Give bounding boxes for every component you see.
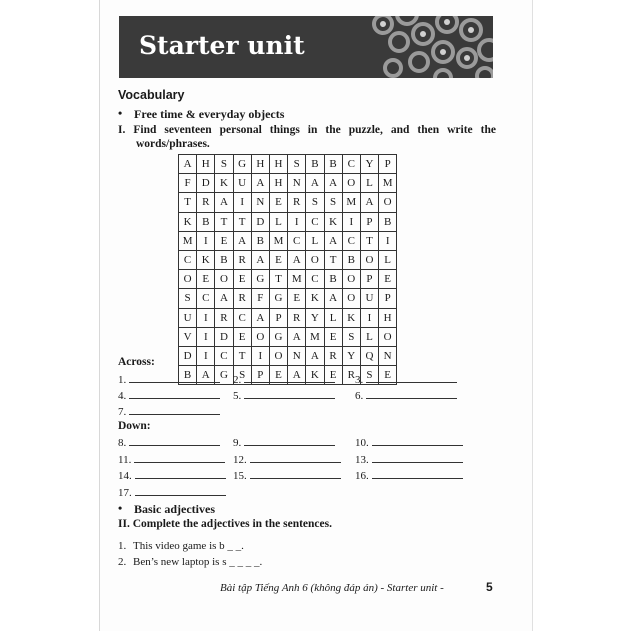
page-footer: Bài tập Tiếng Anh 6 (không đáp án) - Starter unit - <box>220 582 444 594</box>
puzzle-cell: A <box>233 231 251 250</box>
puzzle-cell: R <box>288 193 306 212</box>
puzzle-cell: B <box>306 155 324 174</box>
puzzle-cell: P <box>269 308 287 327</box>
puzzle-cell: K <box>215 174 233 193</box>
answer-blank[interactable] <box>233 452 341 466</box>
answer-blank[interactable] <box>233 435 335 449</box>
puzzle-cell: T <box>215 212 233 231</box>
puzzle-cell: R <box>233 289 251 308</box>
answer-number: 8. <box>118 437 127 449</box>
answer-line[interactable] <box>129 435 220 446</box>
puzzle-cell: E <box>269 250 287 269</box>
puzzle-cell: L <box>324 308 342 327</box>
puzzle-cell: I <box>360 308 378 327</box>
puzzle-cell: Y <box>342 346 360 365</box>
puzzle-cell: H <box>251 155 269 174</box>
puzzle-cell: S <box>324 193 342 212</box>
puzzle-cell: M <box>342 193 360 212</box>
puzzle-cell: L <box>360 327 378 346</box>
puzzle-cell: C <box>233 308 251 327</box>
puzzle-cell: G <box>215 366 233 385</box>
puzzle-row <box>179 250 397 269</box>
puzzle-cell: U <box>233 174 251 193</box>
puzzle-cell: C <box>306 212 324 231</box>
decorative-pattern-icon <box>363 16 493 78</box>
puzzle-cell: K <box>179 212 197 231</box>
puzzle-cell: G <box>269 327 287 346</box>
puzzle-cell: O <box>215 270 233 289</box>
answer-blank[interactable] <box>233 388 335 402</box>
puzzle-cell: Y <box>360 155 378 174</box>
puzzle-cell: H <box>269 155 287 174</box>
puzzle-cell: A <box>306 346 324 365</box>
answer-number: 6. <box>355 390 364 402</box>
page-number: 5 <box>486 580 493 594</box>
puzzle-cell: T <box>233 346 251 365</box>
puzzle-cell: S <box>179 289 197 308</box>
exercise-instruction: II. Complete the adjectives in the sentences. <box>118 518 332 530</box>
answer-line[interactable] <box>244 435 335 446</box>
answer-blank[interactable] <box>355 388 457 402</box>
puzzle-cell: C <box>306 270 324 289</box>
exercise-instruction-line1: I. Find seventeen personal things in the puzzle, and then write the <box>118 124 496 136</box>
puzzle-cell: A <box>324 289 342 308</box>
bullet-icon: • <box>118 501 123 515</box>
answer-number: 7. <box>118 406 127 418</box>
answer-line[interactable] <box>129 404 220 415</box>
puzzle-cell: T <box>233 212 251 231</box>
puzzle-cell: E <box>215 231 233 250</box>
puzzle-cell: B <box>324 270 342 289</box>
puzzle-cell: P <box>379 155 397 174</box>
puzzle-cell: O <box>251 327 269 346</box>
sentence-text: Ben’s new laptop is s _ _ _ _. <box>133 556 263 568</box>
answer-number: 2. <box>233 374 242 386</box>
puzzle-cell: F <box>251 289 269 308</box>
puzzle-cell: E <box>288 289 306 308</box>
answer-number: 15. <box>233 470 247 482</box>
exercise-instruction-line2: words/phrases. <box>136 138 210 150</box>
puzzle-cell: H <box>379 308 397 327</box>
puzzle-cell: C <box>342 231 360 250</box>
sentence <box>118 540 244 552</box>
puzzle-cell: K <box>342 308 360 327</box>
answer-number: 16. <box>355 470 369 482</box>
puzzle-cell: L <box>360 174 378 193</box>
answer-blank[interactable] <box>118 404 220 418</box>
puzzle-cell: H <box>197 155 215 174</box>
answer-number: 12. <box>233 453 247 466</box>
puzzle-cell: O <box>179 270 197 289</box>
puzzle-cell: D <box>179 346 197 365</box>
puzzle-cell: I <box>288 212 306 231</box>
answer-number: 13. <box>355 453 369 466</box>
answer-number: 3. <box>355 374 364 386</box>
puzzle-cell: A <box>324 231 342 250</box>
puzzle-cell: A <box>288 250 306 269</box>
sentence-number: 2. <box>118 556 127 568</box>
puzzle-cell: U <box>179 308 197 327</box>
puzzle-row <box>179 327 397 346</box>
puzzle-cell: C <box>288 231 306 250</box>
section-heading: Vocabulary <box>118 88 185 102</box>
answer-line[interactable] <box>372 435 463 446</box>
answer-line[interactable] <box>129 372 220 383</box>
puzzle-cell: A <box>179 155 197 174</box>
puzzle-cell: Y <box>306 308 324 327</box>
puzzle-cell: N <box>288 174 306 193</box>
puzzle-cell: R <box>288 308 306 327</box>
puzzle-cell: B <box>324 155 342 174</box>
puzzle-cell: L <box>306 231 324 250</box>
puzzle-cell: I <box>197 231 215 250</box>
puzzle-cell: R <box>233 250 251 269</box>
down-label: Down: <box>118 420 151 432</box>
puzzle-cell: R <box>197 193 215 212</box>
answer-line[interactable] <box>372 468 463 479</box>
word-search-puzzle <box>178 154 397 385</box>
answer-blank[interactable] <box>118 485 226 499</box>
puzzle-row <box>179 155 397 174</box>
puzzle-row <box>179 212 397 231</box>
sentence-text: This video game is b _ _. <box>133 540 244 552</box>
puzzle-cell: E <box>233 327 251 346</box>
puzzle-cell: V <box>179 327 197 346</box>
puzzle-row <box>179 231 397 250</box>
answer-blank[interactable] <box>118 468 226 482</box>
unit-banner <box>119 16 493 78</box>
puzzle-cell: M <box>288 270 306 289</box>
puzzle-cell: I <box>197 327 215 346</box>
answer-line[interactable] <box>250 452 341 463</box>
puzzle-row <box>179 270 397 289</box>
puzzle-cell: O <box>342 289 360 308</box>
answer-line[interactable] <box>250 468 341 479</box>
answer-blank[interactable] <box>233 372 335 386</box>
puzzle-row <box>179 346 397 365</box>
puzzle-cell: B <box>215 250 233 269</box>
answer-number: 17. <box>118 486 132 499</box>
answer-blank[interactable] <box>355 372 457 386</box>
puzzle-cell: E <box>233 270 251 289</box>
answer-line[interactable] <box>372 452 463 463</box>
puzzle-cell: B <box>251 231 269 250</box>
puzzle-cell: A <box>251 308 269 327</box>
puzzle-cell: I <box>197 346 215 365</box>
puzzle-cell: H <box>269 174 287 193</box>
puzzle-cell: I <box>197 308 215 327</box>
puzzle-cell: B <box>379 212 397 231</box>
puzzle-cell: D <box>215 327 233 346</box>
puzzle-row <box>179 193 397 212</box>
answer-line[interactable] <box>135 485 226 496</box>
puzzle-cell: O <box>342 174 360 193</box>
answer-line[interactable] <box>244 388 335 399</box>
puzzle-cell: M <box>306 327 324 346</box>
answer-number: 5. <box>233 390 242 402</box>
puzzle-cell: B <box>197 212 215 231</box>
puzzle-cell: O <box>269 346 287 365</box>
puzzle-cell: P <box>360 270 378 289</box>
puzzle-cell: S <box>342 327 360 346</box>
puzzle-cell: A <box>288 366 306 385</box>
puzzle-cell: K <box>306 289 324 308</box>
puzzle-row <box>179 289 397 308</box>
answer-number: 10. <box>355 437 369 449</box>
puzzle-cell: M <box>379 174 397 193</box>
puzzle-cell: A <box>288 327 306 346</box>
answer-blank[interactable] <box>118 452 225 466</box>
puzzle-cell: B <box>342 250 360 269</box>
puzzle-cell: G <box>233 155 251 174</box>
answer-number: 11. <box>118 453 132 466</box>
puzzle-row <box>179 308 397 327</box>
puzzle-cell: S <box>288 155 306 174</box>
puzzle-cell: A <box>215 289 233 308</box>
puzzle-cell: E <box>269 366 287 385</box>
puzzle-cell: O <box>379 327 397 346</box>
puzzle-cell: I <box>233 193 251 212</box>
puzzle-cell: K <box>324 212 342 231</box>
puzzle-cell: A <box>215 193 233 212</box>
puzzle-cell: A <box>251 174 269 193</box>
answer-line[interactable] <box>366 388 457 399</box>
answer-line[interactable] <box>135 468 226 479</box>
puzzle-cell: E <box>379 366 397 385</box>
puzzle-cell: I <box>379 231 397 250</box>
puzzle-cell: A <box>251 250 269 269</box>
answer-blank[interactable] <box>118 435 220 449</box>
puzzle-cell: D <box>197 174 215 193</box>
answer-blank[interactable] <box>355 435 463 449</box>
bullet-icon: • <box>118 106 123 120</box>
puzzle-cell: T <box>179 193 197 212</box>
puzzle-cell: S <box>306 193 324 212</box>
puzzle-cell: E <box>324 327 342 346</box>
puzzle-cell: L <box>379 250 397 269</box>
puzzle-cell: U <box>360 289 378 308</box>
puzzle-cell: E <box>269 193 287 212</box>
answer-blank[interactable] <box>355 452 463 466</box>
across-label: Across: <box>118 356 155 368</box>
puzzle-cell: K <box>197 250 215 269</box>
puzzle-cell: M <box>179 231 197 250</box>
puzzle-cell: I <box>251 346 269 365</box>
puzzle-cell: N <box>288 346 306 365</box>
answer-blank[interactable] <box>118 388 220 402</box>
answer-line[interactable] <box>244 372 335 383</box>
answer-line[interactable] <box>134 452 225 463</box>
puzzle-cell: P <box>379 289 397 308</box>
puzzle-cell: T <box>269 270 287 289</box>
puzzle-cell: P <box>360 212 378 231</box>
sentence-number: 1. <box>118 540 127 552</box>
puzzle-cell: S <box>233 366 251 385</box>
puzzle-cell: N <box>251 193 269 212</box>
puzzle-cell: O <box>342 270 360 289</box>
answer-line[interactable] <box>129 388 220 399</box>
puzzle-cell: L <box>269 212 287 231</box>
puzzle-cell: C <box>179 250 197 269</box>
answer-number: 1. <box>118 374 127 386</box>
answer-number: 14. <box>118 470 132 482</box>
puzzle-cell: G <box>251 270 269 289</box>
puzzle-cell: T <box>324 250 342 269</box>
puzzle-cell: B <box>179 366 197 385</box>
puzzle-cell: S <box>215 155 233 174</box>
puzzle-cell: O <box>306 250 324 269</box>
unit-title: Starter unit <box>139 31 305 60</box>
puzzle-cell: O <box>379 193 397 212</box>
bullet-text: Basic adjectives <box>134 502 215 516</box>
puzzle-cell: P <box>251 366 269 385</box>
puzzle-cell: I <box>342 212 360 231</box>
puzzle-cell: A <box>197 366 215 385</box>
puzzle-cell: T <box>360 231 378 250</box>
puzzle-cell: E <box>379 270 397 289</box>
puzzle-cell: E <box>324 366 342 385</box>
puzzle-cell: O <box>360 250 378 269</box>
puzzle-cell: A <box>306 174 324 193</box>
answer-blank[interactable] <box>118 372 220 386</box>
puzzle-cell: A <box>324 174 342 193</box>
puzzle-cell: C <box>342 155 360 174</box>
sentence <box>118 556 262 568</box>
puzzle-cell: M <box>269 231 287 250</box>
puzzle-row <box>179 174 397 193</box>
answer-blank[interactable] <box>355 468 463 482</box>
puzzle-cell: K <box>306 366 324 385</box>
puzzle-cell: S <box>360 366 378 385</box>
answer-number: 4. <box>118 390 127 402</box>
puzzle-cell: A <box>360 193 378 212</box>
bullet-text: Free time & everyday objects <box>134 107 285 121</box>
puzzle-cell: G <box>269 289 287 308</box>
puzzle-cell: R <box>215 308 233 327</box>
puzzle-cell: R <box>342 366 360 385</box>
puzzle-cell: F <box>179 174 197 193</box>
puzzle-cell: C <box>215 346 233 365</box>
puzzle-cell: Q <box>360 346 378 365</box>
answer-line[interactable] <box>366 372 457 383</box>
puzzle-cell: C <box>197 289 215 308</box>
puzzle-cell: R <box>324 346 342 365</box>
answer-blank[interactable] <box>233 468 341 482</box>
puzzle-cell: E <box>197 270 215 289</box>
puzzle-cell: D <box>251 212 269 231</box>
answer-number: 9. <box>233 437 242 449</box>
puzzle-cell: N <box>379 346 397 365</box>
